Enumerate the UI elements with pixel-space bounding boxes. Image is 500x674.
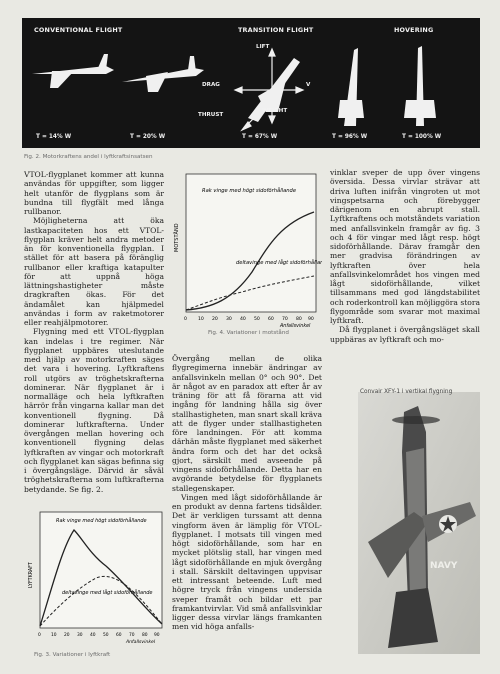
- fig4-upper-curve-label: Rak vinge med högt sidoförhållande: [202, 188, 297, 194]
- fig4-tick: 60: [268, 317, 274, 322]
- fig3-x-axis-label: Anfallsvinkel: [126, 640, 156, 644]
- photo-caption: Convair XFY-1 i vertikal flygning: [360, 389, 453, 395]
- navy-marking: NAVY: [430, 561, 458, 571]
- fig4-tick: 30: [226, 317, 232, 322]
- fig3-y-axis-label: LYFTKRAFT: [29, 562, 34, 588]
- fig4-y-axis-label: MOTSTÅND: [174, 223, 180, 252]
- fig4-caption: Fig. 4. Variationer i motstånd: [208, 330, 289, 336]
- fig4-tick: 50: [254, 317, 260, 322]
- aircraft-conventional-1: [32, 54, 114, 88]
- transition-flight-heading: TRANSITION FLIGHT: [238, 26, 314, 34]
- lift-label: LIFT: [256, 44, 270, 50]
- aircraft-silhouettes: [22, 18, 480, 148]
- fig4-tick: 90: [308, 317, 314, 322]
- fig4-tick: 40: [240, 317, 246, 322]
- column-2: [172, 354, 322, 632]
- thrust-ratio-2: T = 20% W: [130, 134, 166, 140]
- aircraft-conventional-2: [122, 56, 204, 92]
- col2-paragraph-2: Vingen med lågt sidoförhållande är en produkt av denna fartens tidsålder. Det är verkligen turssamt att denna vingform även är lämplig för VTOL-flygplanet. I motsats till vingen med högt sidoförhållande, som har en mycket plötslig stall, har vingen med lågt sidoförhållande en mjuk övergång i stall. Särskilt deltavingen uppvisar ett intressant beteende. Luft med högre tryck från vingens undersida sveper framåt och bildar ett par framkantvirvlar. Vid små anfallsvinklar ligger dessa virvlar längs framkanten men vid höga anfalls-: [172, 492, 322, 632]
- column-3: [330, 168, 480, 344]
- hovering-heading: HOVERING: [394, 26, 434, 34]
- fig3-tick: 80: [142, 633, 148, 638]
- conventional-flight-heading: CONVENTIONAL FLIGHT: [34, 26, 123, 34]
- fig2-caption: Fig. 2. Motorkraftens andel i lyftkraftsinsatsen: [24, 154, 153, 160]
- fig3-tick: 0: [38, 633, 41, 638]
- fig3-tick: 60: [116, 633, 122, 638]
- fig4-x-axis-label: Anfallsvinkel: [280, 324, 311, 329]
- weight-label: WEIGHT: [262, 108, 288, 114]
- fig3-tick: 10: [51, 633, 57, 638]
- fig4-tick: 20: [212, 317, 218, 322]
- col1-paragraph-2: Möjligheterna att öka lastkapaciteten hos ett VTOL-flygplan kräver helt andra metoder än för konventionella flygplan. I stället för att basera på föränglig rullbanor eller kraftiga katapulter för att uppnå höga lättningshastigheter måste dragkraften ökas. För det ändamålet kan hjälpmedel användas i form av raketmotorer eller reahjälpmotorer.: [24, 216, 164, 327]
- col3-paragraph-1: vinklar sveper de upp över vingens översida. Dessa virvlar strävar att driva luften inifrån vingroten ut mot vingspetsarna och förebygger därigenom en abrupt stall. Lyftkraftens och motståndets variation med anfallsvinkeln framgår av fig. 3 och 4 för vingar med lågt resp. högt sidoförhållande. Därav framgår den mer gradvisa förändringen av lyftkraften över hela anfallsvinkelområdet hos vingen med lågt sidoförhållande, vilket tillsammans med god längdstabilitet och roderkontroll kan möjliggöra stora flygområde som svarar mot maximal lyftkraft.: [330, 168, 480, 325]
- fig4-lower-curve-label: deltavinge med lågt sidoförhållande: [236, 260, 322, 266]
- fig4-x-ticks: [184, 316, 314, 322]
- convair-xfy1-photo: [358, 392, 480, 654]
- aircraft-hovering: [404, 46, 436, 126]
- fig3-tick: 20: [64, 633, 70, 638]
- fig3-tick: 30: [77, 633, 83, 638]
- fig3-lift-chart: [26, 508, 166, 668]
- thrust-ratio-1: T = 14% W: [36, 134, 72, 140]
- fig4-tick: 80: [296, 317, 302, 322]
- thrust-label: THRUST: [198, 112, 224, 118]
- drag-label: DRAG: [202, 82, 220, 88]
- fig3-caption: Fig. 3. Variationer i lyftkraft: [34, 652, 111, 658]
- column-1: [24, 170, 164, 494]
- col3-paragraph-2: Då flygplanet i övergångsläget skall uppbäras av lyftkraft och mo-: [330, 325, 480, 344]
- fig3-lower-curve-label: deltavinge med lågt sidoförhållande: [62, 590, 153, 596]
- fig4-tick: 70: [282, 317, 288, 322]
- velocity-label: V: [306, 82, 311, 88]
- col2-paragraph-1: Övergång mellan de olika flygregimerna innebär ändringar av anfallsvinkeln mellan 0° och 90°. Det är något av en paradox att efter år av träning för att få förarna att vid ingång för landning hålla sig över stallhastigheten, man snart skall kräva att de flyger under stallhastigheten före landningen. För att komma därhän måste flygplanet med säkerhet ändra form och det har det också gjort, särskilt med avseende på vingens sidoförhållande. Detta har en avgörande betydelse för flygplanets stallegenskaper.: [172, 354, 322, 493]
- fig3-x-ticks: [38, 632, 160, 638]
- fig3-tick: 90: [154, 633, 160, 638]
- fig3-tick: 50: [103, 633, 109, 638]
- thrust-ratio-3: T = 67% W: [242, 134, 278, 140]
- fig3-tick: 70: [129, 633, 135, 638]
- flight-regimes-banner: [22, 18, 480, 148]
- col1-paragraph-1: VTOL-flygplanet kommer att kunna användas för uppgifter, som ligger helt utanför de flygplans som är bundna till flygfält med långa rullbanor.: [24, 170, 164, 216]
- fig3-tick: 40: [90, 633, 96, 638]
- fig4-tick: 10: [198, 317, 204, 322]
- fig4-drag-chart: [172, 172, 322, 342]
- fig3-upper-curve-label: Rak vinge med högt sidoförhållande: [56, 518, 147, 524]
- thrust-ratio-5: T = 100% W: [402, 134, 442, 140]
- thrust-ratio-4: T = 96% W: [332, 134, 368, 140]
- col1-paragraph-3: Flygning med ett VTOL-flygplan kan indelas i tre regimer. När flygplanet uppbäres uteslutande med hjälp av motorkraften säges det vara i hovering. Lyftkraftens roll utgörs av tröghetskrafterna dominerar. När flygplanet är i normalläge och hela lyftkraften härrör från vingarna kallar man det konventionell flygning. Då dominerar luftkrafterna. Under övergången mellan hovering och konventionell flygning delas lyftkraften av vingar och motorkraft och flygplanet kan sägas befinna sig i övergångsläge. Därvid är såväl tröghetskrafterna som luftkrafterna betydande. Se fig. 2.: [24, 327, 164, 494]
- aircraft-near-vertical: [338, 48, 364, 126]
- fig4-tick: 0: [184, 317, 187, 322]
